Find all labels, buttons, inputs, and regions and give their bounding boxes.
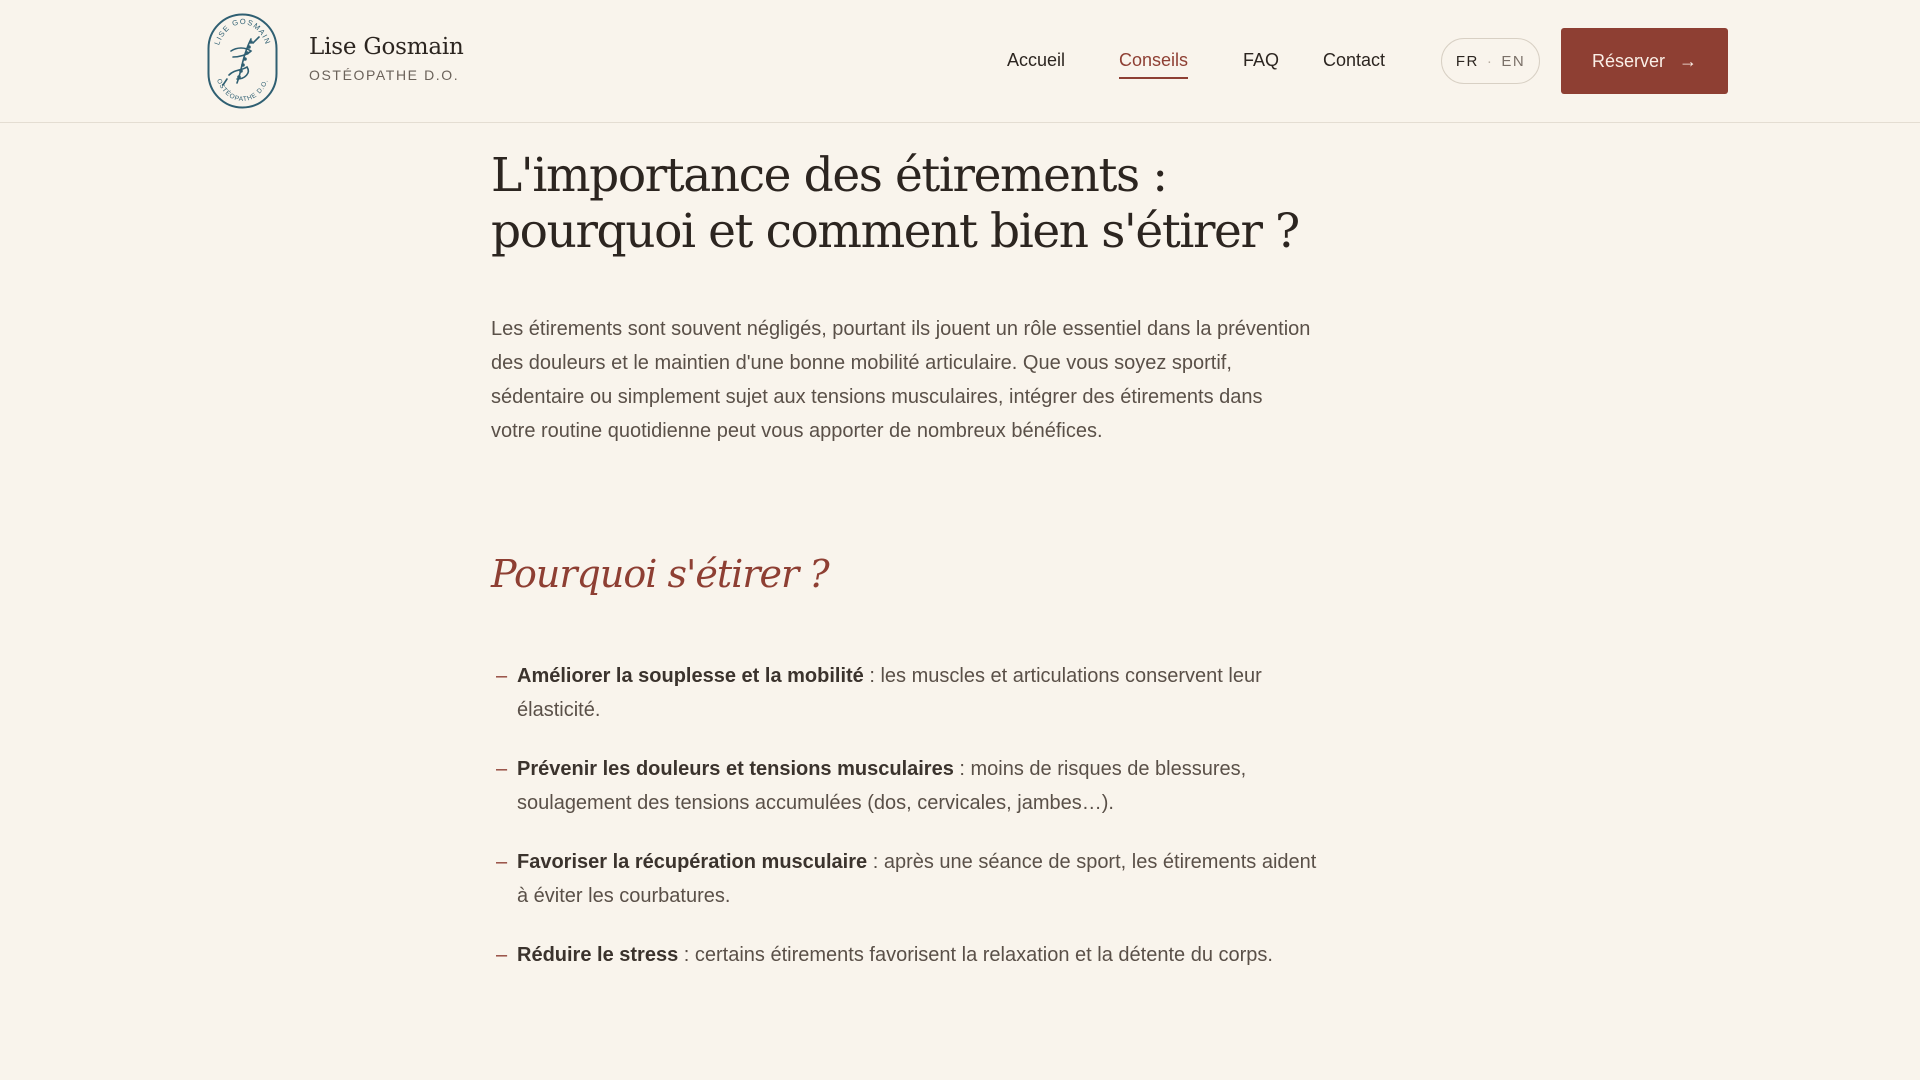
nav-item-accueil[interactable]: Accueil [1007, 50, 1066, 70]
benefit-title: Prévenir les douleurs et tensions musculaires [517, 758, 954, 780]
page-title [491, 148, 1321, 260]
lang-separator: · [1486, 52, 1494, 70]
benefit-title: Réduire le stress [517, 944, 679, 966]
language-switcher [1441, 38, 1540, 84]
article [491, 148, 1321, 966]
benefits-list [491, 659, 1326, 997]
benefit-title: Favoriser la récupération musculaire [517, 851, 868, 873]
reserve-button[interactable] [1561, 28, 1728, 94]
page-title-line2: pourquoi et comment bien s'étirer ? [491, 204, 1299, 259]
reserve-label: Réserver [1591, 50, 1666, 71]
logo-badge[interactable] [207, 13, 278, 109]
dash-marker: – [496, 665, 508, 687]
section-title: Pourquoi s'étirer ? [491, 552, 829, 596]
benefit-text: : les muscles et articulations conservent leur élasticité. [517, 665, 1262, 721]
nav-item-contact[interactable]: Contact [1323, 50, 1386, 70]
list-item [491, 845, 1326, 913]
lang-en[interactable]: EN [1501, 52, 1526, 70]
nav-item-conseils[interactable]: Conseils [1119, 50, 1189, 70]
list-item [491, 659, 1326, 727]
dash-marker: – [496, 944, 508, 966]
benefit-text: : certains étirements favorisent la relaxation et la détente du corps. [678, 944, 1273, 966]
page-title-line1: L'importance des étirements : [491, 148, 1167, 203]
benefit-title: Améliorer la souplesse et la mobilité [517, 665, 864, 687]
benefit-text: : moins de risques de blessures, soulagement des tensions accumulées (dos, cervicales, jambes…). [517, 758, 1247, 814]
arrow-right-icon: → [1679, 50, 1698, 71]
svg-text:OSTÉOPATHE D.O.: OSTÉOPATHE D.O. [215, 77, 270, 104]
dash-marker: – [496, 758, 508, 780]
list-item [491, 938, 1326, 972]
brand-subtitle: OSTÉOPATHE D.O. [309, 67, 460, 83]
site-header [0, 0, 1920, 123]
dash-marker: – [496, 851, 508, 873]
intro-paragraph: Les étirements sont souvent négligés, pourtant ils jouent un rôle essentiel dans la prévention des douleurs et le maintien d'une bonne mobilité articulaire. Que vous soyez sportif, sédentaire ou simplement sujet aux tensions musculaires, intégrer des étirements dans votre routine quotidienne peut vous apporter de nombreux bénéfices. [491, 318, 1311, 442]
brand-name[interactable]: Lise Gosmain [309, 34, 464, 60]
nav-item-faq[interactable]: FAQ [1243, 50, 1280, 70]
lang-fr[interactable]: FR [1455, 52, 1479, 70]
svg-text:LISE GOSMAIN: LISE GOSMAIN [212, 16, 273, 47]
benefit-text: : après une séance de sport, les étirements aident à éviter les courbatures. [517, 851, 1317, 907]
list-item [491, 752, 1326, 820]
